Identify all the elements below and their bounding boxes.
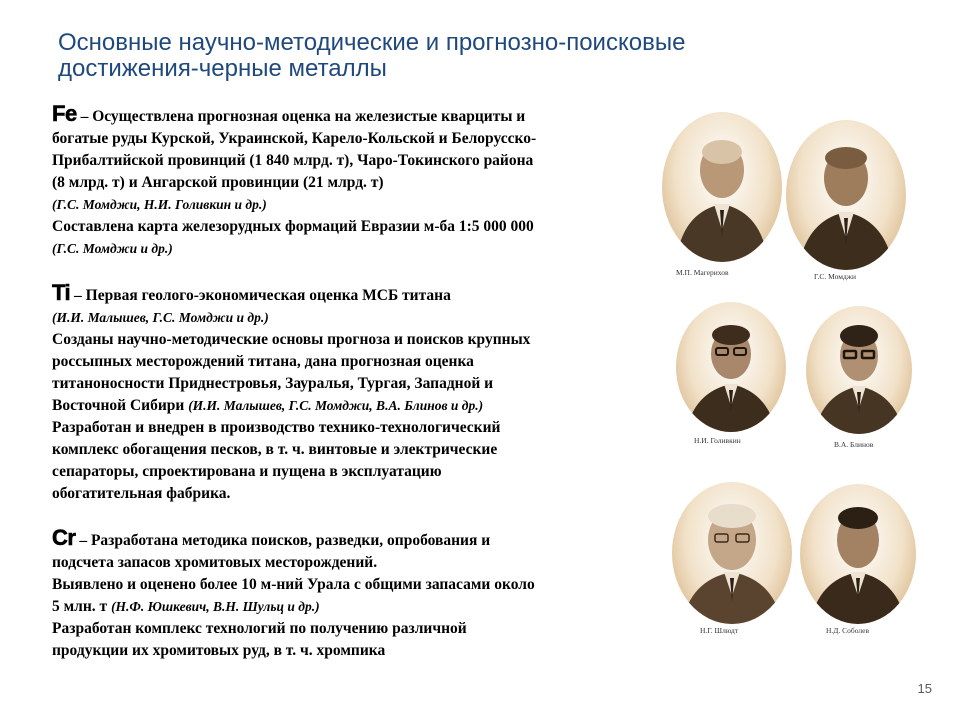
cr-paragraph [52, 527, 642, 662]
portrait-caption: Н.Г. Шлюдт [700, 626, 739, 635]
ti-symbol: Ti [52, 280, 71, 305]
fe-citation-1: (Г.С. Момджи, Н.И. Голивкин и др.) [52, 197, 267, 212]
portrait-image [676, 302, 786, 432]
cr-line-6: продукции их хромитовых руд, в т. ч. хромпика [52, 642, 386, 659]
ti-line-7: комплекс обогащения песков, в т. ч. винтовые и электрические [52, 441, 498, 458]
slide-body [52, 103, 642, 662]
fe-paragraph [52, 103, 642, 260]
cr-symbol: Cr [52, 525, 76, 550]
portrait-image [786, 120, 906, 270]
slide-title [58, 30, 918, 82]
fe-line-3: Прибалтийской провинций (1 840 млрд. т), Чаро-Токинского района [52, 152, 534, 169]
ti-line-9: обогатительная фабрика. [52, 485, 231, 502]
fe-symbol: Fe [52, 101, 77, 126]
ti-line-5: Восточной Сибири [52, 397, 189, 414]
page-number: 15 [917, 681, 932, 696]
portrait-image [800, 484, 916, 624]
ti-line-6: Разработан и внедрен в производство технико-технологический [52, 419, 501, 436]
ti-line-1: – Первая геолого-экономическая оценка МСБ титана [70, 287, 451, 304]
portrait-caption: Н.Д. Соболев [826, 626, 869, 635]
fe-line-5: Составлена карта железорудных формаций Евразии м-ба 1:5 000 000 [52, 218, 534, 235]
portrait-caption: Г.С. Момджи [814, 272, 856, 281]
cr-line-2: подсчета запасов хромитовых месторождений. [52, 554, 378, 571]
portrait-caption: Н.И. Голивкин [694, 436, 741, 445]
ti-paragraph [52, 282, 642, 505]
cr-citation-1: (Н.Ф. Юшкевич, В.Н. Шульц и др.) [111, 599, 320, 614]
portrait-caption: В.А. Блинов [834, 440, 874, 449]
cr-line-1: – Разработана методика поисков, разведки, опробования и [75, 532, 491, 549]
portrait-image [672, 482, 792, 624]
ti-line-2: Созданы научно-методические основы прогноза и поисков крупных [52, 331, 531, 348]
ti-citation-2: (И.И. Малышев, Г.С. Момджи, В.А. Блинов и др.) [188, 398, 484, 413]
portrait-image [662, 112, 782, 262]
fe-citation-2: (Г.С. Момджи и др.) [52, 241, 173, 256]
cr-line-5: Разработан комплекс технологий по получению различной [52, 620, 467, 637]
portrait-caption: М.П. Магерихов [676, 268, 729, 277]
fe-line-1: – Осуществлена прогнозная оценка на железистые кварциты и [76, 108, 526, 125]
ti-line-8: сепараторы, спроектирована и пущена в эксплуатацию [52, 463, 442, 480]
ti-line-3: россыпных месторождений титана, дана прогнозная оценка [52, 353, 474, 370]
slide-title-line-2: достижения-черные металлы [58, 55, 387, 82]
fe-line-2: богатые руды Курской, Украинской, Карело-Кольской и Белорусско- [52, 130, 537, 147]
slide-title-line-1: Основные научно-методические и прогнозно-поисковые [58, 29, 686, 56]
fe-line-4: (8 млрд. т) и Ангарской провинции (21 млрд. т) [52, 174, 384, 191]
ti-citation-1: (И.И. Малышев, Г.С. Момджи и др.) [52, 310, 269, 325]
portrait-image [806, 306, 912, 434]
cr-line-3: Выявлено и оценено более 10 м-ний Урала с общими запасами около [52, 576, 535, 593]
cr-line-4: 5 млн. т [52, 598, 112, 615]
ti-line-4: титаноносности Приднестровья, Зауралья, Тургая, Западной и [52, 375, 494, 392]
